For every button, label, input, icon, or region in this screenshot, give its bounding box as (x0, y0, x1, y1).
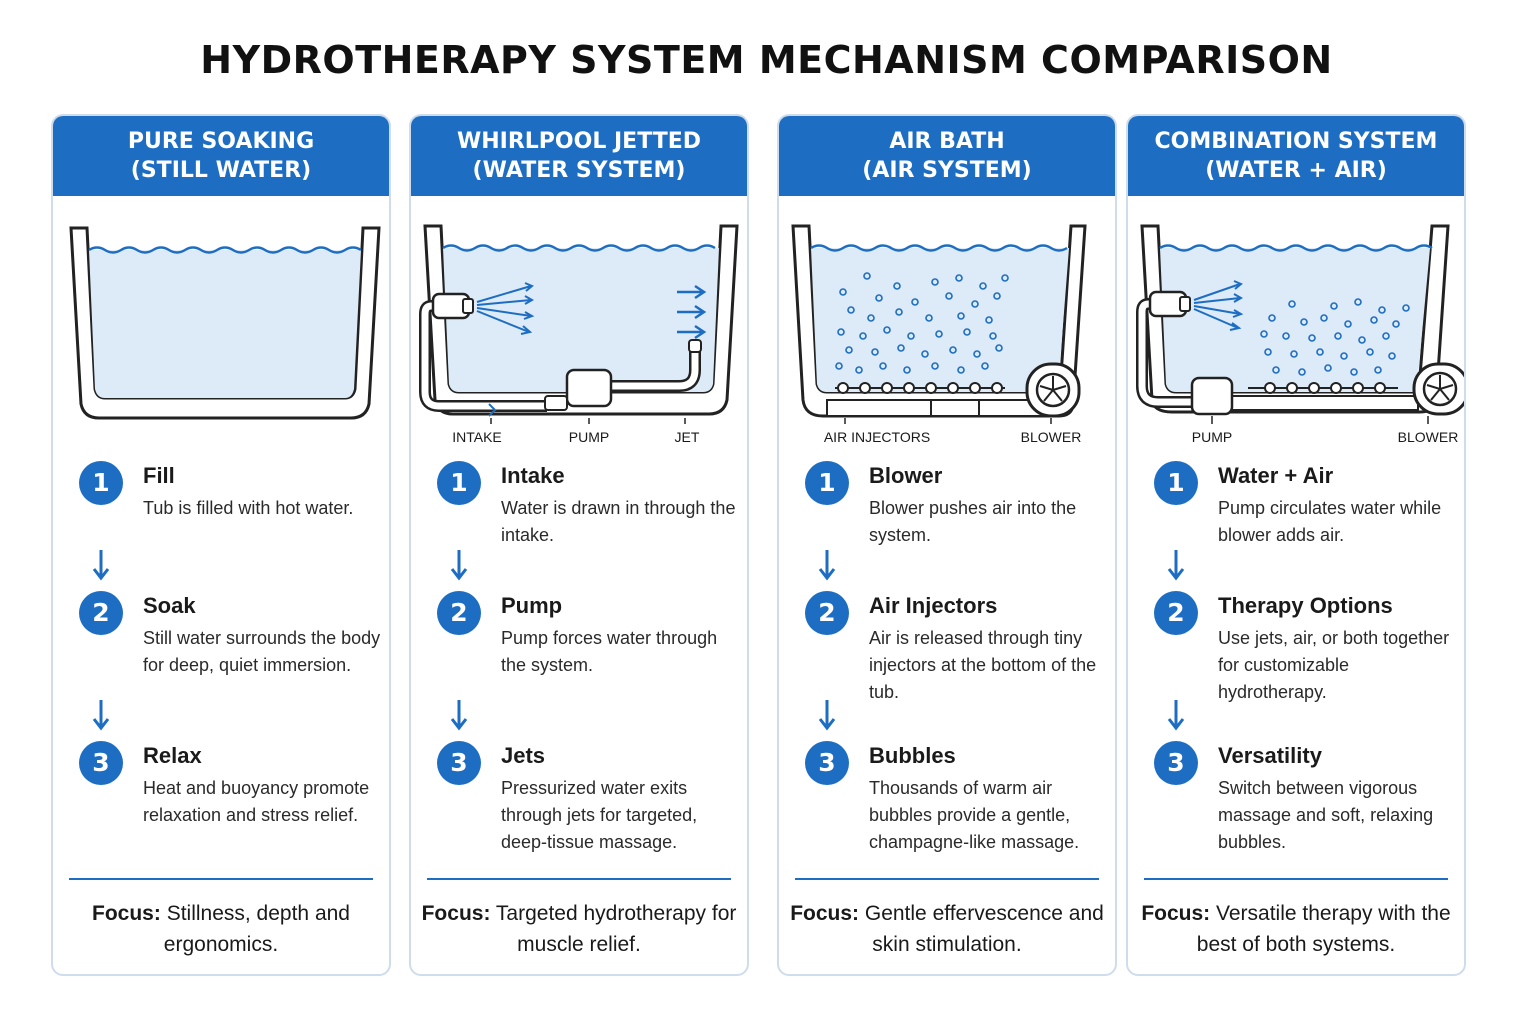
card-subtitle: (WATER + AIR) (1205, 158, 1387, 183)
pump-icon (1192, 378, 1232, 414)
down-arrow-icon (449, 698, 469, 732)
step-title: Pump (501, 593, 563, 618)
focus-summary: Focus: Targeted hydrotherapy for muscle relief. (421, 902, 737, 956)
step-title: Relax (143, 743, 202, 768)
divider (427, 878, 731, 880)
step-description: Pump circulates water while blower adds air. (1218, 498, 1442, 545)
air-channel (827, 400, 1057, 416)
soaking-tub-diagram (53, 206, 389, 466)
step-number: 3 (805, 741, 849, 785)
step-description: Switch between vigorous massage and soft, relaxing bubbles. (1218, 778, 1434, 852)
label-blower: BLOWER (1020, 429, 1082, 445)
card-pure-soaking (51, 114, 391, 976)
card-subtitle: (AIR SYSTEM) (862, 158, 1032, 183)
step-description: Air is released through tiny injectors at the bottom of the tub. (869, 628, 1097, 702)
card-title: COMBINATION SYSTEM (1154, 129, 1438, 154)
step-number: 3 (437, 741, 481, 785)
step-description: Water is drawn in through the intake. (501, 498, 736, 545)
step-number: 1 (805, 461, 849, 505)
step-title: Jets (501, 743, 546, 768)
step-description: Pressurized water exits through jets for targeted, deep-tissue massage. (501, 778, 698, 852)
label-air-injectors: AIR INJECTORS (823, 429, 931, 445)
step-description: Blower pushes air into the system. (869, 498, 1077, 545)
step-number: 1 (437, 461, 481, 505)
step-title: Water + Air (1218, 463, 1334, 488)
step-title: Therapy Options (1218, 593, 1393, 618)
whirlpool-tub-diagram (411, 206, 747, 466)
step-title: Blower (869, 463, 943, 488)
water (89, 250, 361, 398)
down-arrow-icon (449, 548, 469, 582)
page-title: HYDROTHERAPY SYSTEM MECHANISM COMPARISON (200, 38, 1333, 82)
step-description: Tub is filled with hot water. (143, 498, 354, 518)
step-number: 2 (1154, 591, 1198, 635)
blower-icon (1027, 364, 1079, 416)
step-title: Bubbles (869, 743, 956, 768)
step-number: 1 (79, 461, 123, 505)
step-description: Pump forces water through the system. (501, 628, 718, 675)
label-intake: INTAKE (452, 429, 502, 445)
step-number: 1 (1154, 461, 1198, 505)
card-title: WHIRLPOOL JETTED (456, 129, 702, 154)
label-jet: JET (674, 429, 700, 445)
step-title: Versatility (1218, 743, 1322, 768)
divider (69, 878, 373, 880)
air-channel (1232, 396, 1418, 410)
step-number: 3 (79, 741, 123, 785)
card-combination-system (1126, 114, 1466, 976)
blower-icon (1414, 364, 1464, 414)
step-description: Use jets, air, or both together for customizable hydrotherapy. (1218, 628, 1450, 702)
card-subtitle: (WATER SYSTEM) (472, 158, 686, 183)
step-description: Heat and buoyancy promote relaxation and stress relief. (143, 778, 370, 825)
step-title: Fill (143, 463, 175, 488)
card-air-bath (777, 114, 1117, 976)
card-title: AIR BATH (889, 129, 1005, 154)
step-number: 3 (1154, 741, 1198, 785)
label-pump: PUMP (1191, 429, 1233, 445)
air-bath-tub-diagram (779, 206, 1115, 466)
step-number: 2 (805, 591, 849, 635)
step-title: Soak (143, 593, 196, 618)
card-header (1128, 116, 1464, 196)
down-arrow-icon (91, 548, 111, 582)
card-header (411, 116, 747, 196)
down-arrow-icon (1166, 698, 1186, 732)
step-description: Thousands of warm air bubbles provide a gentle, champagne-like massage. (869, 778, 1080, 852)
step-number: 2 (79, 591, 123, 635)
water (1160, 248, 1430, 392)
divider (1144, 878, 1448, 880)
down-arrow-icon (817, 548, 837, 582)
focus-summary: Focus: Stillness, depth and ergonomics. (92, 902, 350, 956)
card-subtitle: (STILL WATER) (130, 158, 312, 183)
down-arrow-icon (817, 698, 837, 732)
down-arrow-icon (91, 698, 111, 732)
card-header (779, 116, 1115, 196)
focus-summary: Focus: Versatile therapy with the best of both systems. (1141, 902, 1451, 956)
step-description: Still water surrounds the body for deep, quiet immersion. (143, 628, 381, 675)
pump-icon (567, 370, 611, 406)
focus-summary: Focus: Gentle effervescence and skin stimulation. (790, 902, 1104, 956)
label-blower: BLOWER (1397, 429, 1459, 445)
water (811, 248, 1069, 392)
down-arrow-icon (1166, 548, 1186, 582)
card-whirlpool-jetted (409, 114, 749, 976)
card-header (53, 116, 389, 196)
divider (795, 878, 1099, 880)
step-title: Intake (501, 463, 565, 488)
step-number: 2 (437, 591, 481, 635)
combination-tub-diagram (1128, 206, 1464, 466)
label-pump: PUMP (568, 429, 610, 445)
step-title: Air Injectors (869, 593, 998, 618)
card-title: PURE SOAKING (127, 129, 315, 154)
